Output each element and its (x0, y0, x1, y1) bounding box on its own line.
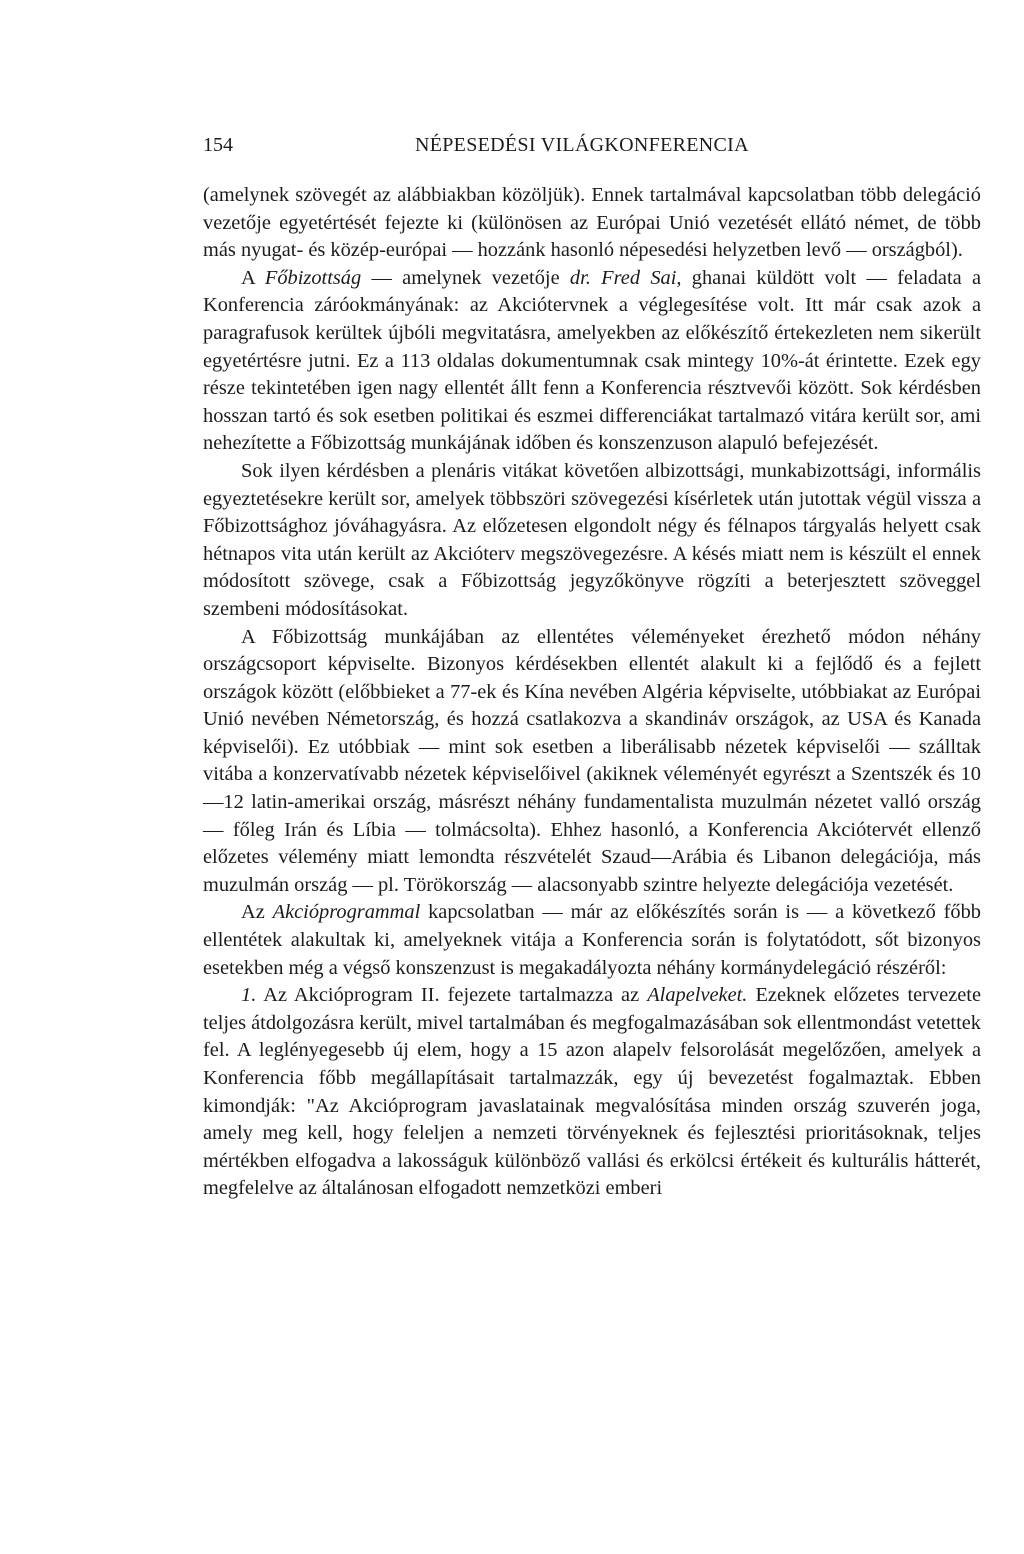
running-head (203, 134, 981, 164)
paragraph-2-italic-a: Főbizottság (264, 266, 362, 289)
paragraph-1: (amelynek szövegét az alábbiakban közöljük). Ennek tartalmával kapcsolatban több delegáció vezetője egyetértését fejezte ki (különösen az Európai Unió vezetését ellátó német, de több más nyugat- és közép-európai — hozzánk hasonló népesedési helyzetben levő — országból). (203, 184, 981, 262)
body-text (203, 182, 981, 1203)
paragraph-2-italic-b: dr. Fred Sai (569, 266, 677, 289)
book-page (203, 134, 981, 1203)
paragraph-5 (203, 899, 981, 982)
paragraph-5-text-a: Az (241, 901, 273, 924)
paragraph-2-text-b: — amelynek vezetője (361, 266, 570, 289)
paragraph-6-text-b: Ezeknek előzetes tervezete teljes átdolgozásra került, mivel tartalmában és megfogalmazásában sok ellentmondást vetettek fel. A leglényegesebb új elem, hogy a 15 azon alapelv felsorolását megelőzően, amelyek a Konferencia főbb megállapításait tartalmazzák, egy új bevezetést fogalmaztak. Ebben kimondják: "Az Akcióprogram javaslatainak megvalósítása minden ország szuverén joga, amely meg kell, hogy feleljen a nemzeti törvényeknek és fejlesztési prioritásoknak, teljes mértékben elfogadva a lakosságuk különböző vallási és erkölcsi értékeit és kulturális hátterét, megfelelve az általánosan elfogadott nemzetközi emberi (203, 984, 982, 1200)
paragraph-2-text-c: , ghanai küldött volt — feladata a Konferencia záróokmányának: az Akciótervnek a véglegesítése volt. Itt már csak azok a paragrafusok kerültek újbóli megvitatásra, amelyekben az előkészítő értekezleten nem sikerült egyetértésre jutni. Ez a 113 oldalas dokumentumnak csak mintegy 10%-át érintette. Ezek egy része tekintetében igen nagy ellentét állt fenn a Konferencia résztvevői között. Sok kérdésben hosszan tartó és sok esetben politikai és eszmei differenciákat tartalmazó vitára került sor, ami nehezítette a Főbizottság munkájának időben és konszenzuson alapuló befejezését. (203, 266, 981, 455)
paragraph-4: A Főbizottság munkájában az ellentétes véleményeket érezhető módon néhány országcsoport képviselte. Bizonyos kérdésekben ellentét alakult ki a fejlődő és a fejlett országok között (előbbieket a 77-ek és Kína nevében Algéria képviselte, utóbbiakat az Európai Unió nevében Németország, és hozzá csatlakozva a skandináv országok, az USA és Kanada képviselői). Ez utóbbiak — mint sok esetben a liberálisabb nézetek képviselői — szálltak vitába a konzervatívabb nézetek képviselőivel (akiknek véleményét egyrészt a Szentszék és 10—12 latin-amerikai ország, másrészt néhány fundamentalista muzulmán nézetet valló ország — főleg Irán és Líbia — tolmácsolta). Ehhez hasonló, a Konferencia Akciótervét ellenző előzetes vélemény miatt lemondta részvételét Szaud—Arábia és Libanon delegációja, más muzulmán ország — pl. Törökország — alacsonyabb szintre helyezte delegációja vezetését. (203, 625, 981, 896)
paragraph-2-text-a: A (241, 266, 265, 289)
paragraph-6-text-a: Az Akcióprogram II. fejezete tartalmazza az (256, 984, 648, 1007)
paragraph-6-italic-a: 1. (241, 984, 257, 1007)
page-number: 154 (203, 134, 233, 156)
paragraph-6 (203, 982, 981, 1203)
paragraph-5-text-b: kapcsolatban — már az előkészítés során is — a következő főbb ellentétek alakultak ki, amelyeknek vitája a Konferencia során is folytatódott, sőt bizonyos esetekben még a végső konszenzust is megakadályozta néhány kormánydelegáció részéről: (203, 901, 982, 979)
paragraph-3: Sok ilyen kérdésben a plenáris vitákat követően albizottsági, munkabizottsági, informális egyeztetésekre került sor, amelyek többszöri szövegezési kísérletek után jutottak végül vissza a Főbizottsághoz jóváhagyásra. Az előzetesen elgondolt négy és félnapos tárgyalás helyett csak hétnapos vita után került az Akcióterv megszövegezésre. A késés miatt nem is készült el ennek módosított szövege, csak a Főbizottság jegyzőkönyve rögzíti a beterjesztett szöveggel szembeni módosításokat. (203, 459, 981, 620)
paragraph-6-italic-b: Alapelveket. (647, 984, 748, 1007)
paragraph-5-italic-a: Akcióprogrammal (272, 901, 421, 924)
running-title: NÉPESEDÉSI VILÁGKONFERENCIA (415, 134, 749, 156)
paragraph-2 (203, 265, 981, 458)
